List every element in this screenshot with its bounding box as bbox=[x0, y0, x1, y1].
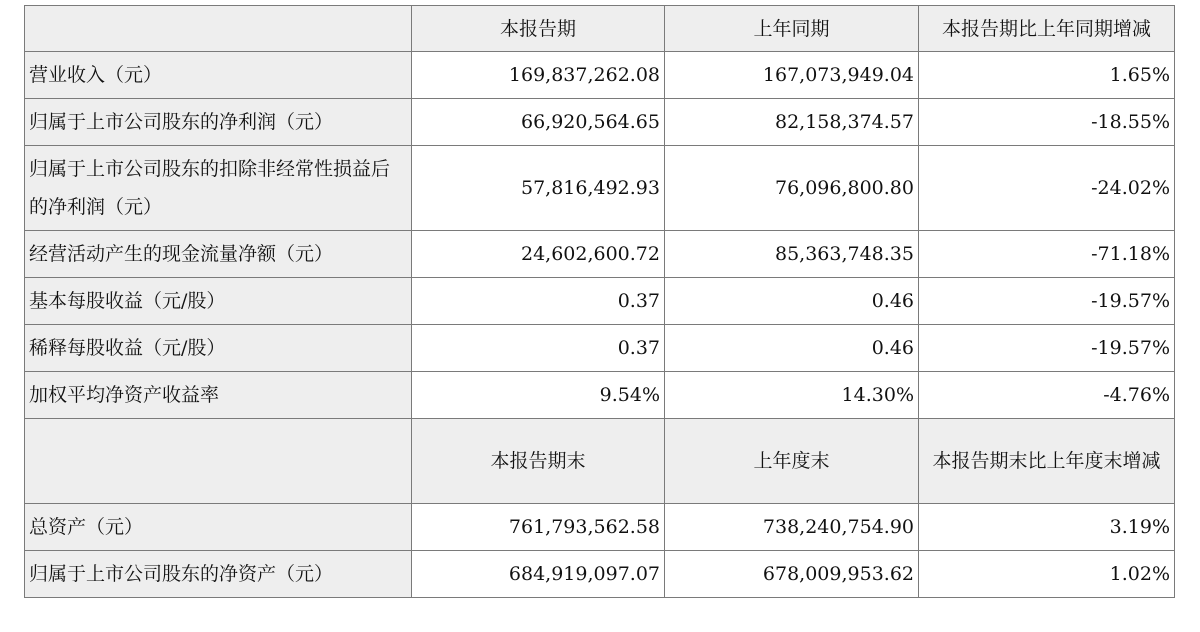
row-label-text: 归属于上市公司股东的扣除非经常性损益后的净利润（元） bbox=[29, 158, 391, 218]
table-row bbox=[25, 325, 1175, 372]
header-current-period: 本报告期 bbox=[412, 6, 665, 52]
header-period-end-change-text: 本报告期末比上年度末增减 bbox=[932, 450, 1161, 472]
cell-change: -19.57% bbox=[919, 325, 1175, 372]
cell-current: 57,816,492.93 bbox=[412, 146, 665, 231]
cell-previous: 76,096,800.80 bbox=[665, 146, 919, 231]
cell-current: 0.37 bbox=[412, 278, 665, 325]
header-period-end: 本报告期末 bbox=[412, 419, 665, 504]
cell-previous: 14.30% bbox=[665, 372, 919, 419]
row-label-diluted-eps: 稀释每股收益（元/股） bbox=[25, 325, 412, 372]
table-row bbox=[25, 52, 1175, 99]
cell-previous: 85,363,748.35 bbox=[665, 231, 919, 278]
header-corner-cell bbox=[25, 419, 412, 504]
table-row bbox=[25, 504, 1175, 551]
cell-current: 0.37 bbox=[412, 325, 665, 372]
row-label-weighted-roe: 加权平均净资产收益率 bbox=[25, 372, 412, 419]
row-label-net-assets: 归属于上市公司股东的净资产（元） bbox=[25, 551, 412, 598]
row-label-net-profit: 归属于上市公司股东的净利润（元） bbox=[25, 99, 412, 146]
header-row-period-end bbox=[25, 419, 1175, 504]
cell-previous: 678,009,953.62 bbox=[665, 551, 919, 598]
cell-change: 3.19% bbox=[919, 504, 1175, 551]
table-row bbox=[25, 278, 1175, 325]
row-label-net-profit-deducted bbox=[25, 146, 412, 231]
row-label-operating-cash-flow: 经营活动产生的现金流量净额（元） bbox=[25, 231, 412, 278]
table-row bbox=[25, 551, 1175, 598]
table-row bbox=[25, 146, 1175, 231]
header-previous-year-end: 上年度末 bbox=[665, 419, 919, 504]
table-row bbox=[25, 372, 1175, 419]
cell-current: 169,837,262.08 bbox=[412, 52, 665, 99]
row-label-revenue: 营业收入（元） bbox=[25, 52, 412, 99]
header-corner-cell bbox=[25, 6, 412, 52]
cell-current: 24,602,600.72 bbox=[412, 231, 665, 278]
header-previous-period: 上年同期 bbox=[665, 6, 919, 52]
header-period-end-change bbox=[919, 419, 1175, 504]
row-label-total-assets: 总资产（元） bbox=[25, 504, 412, 551]
row-label-basic-eps: 基本每股收益（元/股） bbox=[25, 278, 412, 325]
cell-current: 66,920,564.65 bbox=[412, 99, 665, 146]
cell-change: 1.65% bbox=[919, 52, 1175, 99]
cell-previous: 167,073,949.04 bbox=[665, 52, 919, 99]
cell-change: -19.57% bbox=[919, 278, 1175, 325]
table-row bbox=[25, 231, 1175, 278]
cell-change: 1.02% bbox=[919, 551, 1175, 598]
cell-change: -4.76% bbox=[919, 372, 1175, 419]
cell-previous: 0.46 bbox=[665, 325, 919, 372]
cell-change: -71.18% bbox=[919, 231, 1175, 278]
table-row bbox=[25, 99, 1175, 146]
cell-current: 684,919,097.07 bbox=[412, 551, 665, 598]
cell-previous: 738,240,754.90 bbox=[665, 504, 919, 551]
cell-current: 9.54% bbox=[412, 372, 665, 419]
cell-change: -24.02% bbox=[919, 146, 1175, 231]
cell-change: -18.55% bbox=[919, 99, 1175, 146]
header-period-change: 本报告期比上年同期增减 bbox=[919, 6, 1175, 52]
financial-summary-table-wrapper bbox=[24, 5, 1175, 598]
cell-previous: 0.46 bbox=[665, 278, 919, 325]
header-row bbox=[25, 6, 1175, 52]
financial-summary-table bbox=[24, 5, 1175, 598]
cell-current: 761,793,562.58 bbox=[412, 504, 665, 551]
cell-previous: 82,158,374.57 bbox=[665, 99, 919, 146]
